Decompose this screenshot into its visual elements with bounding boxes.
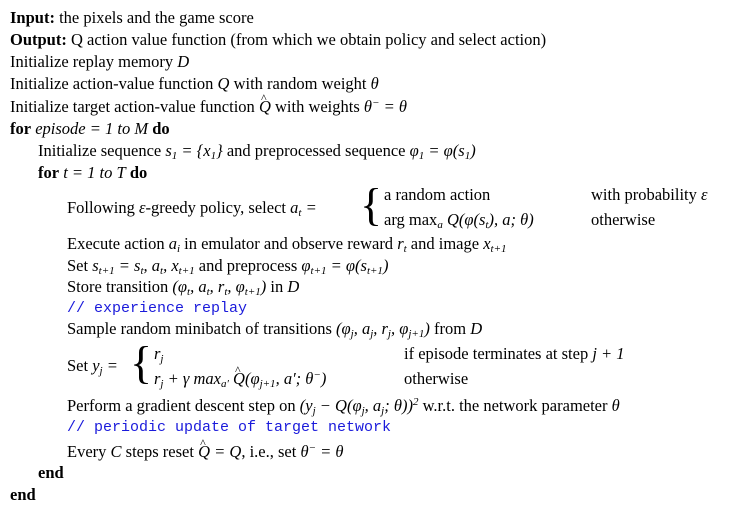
epsilon: ε	[134, 198, 146, 217]
output-line	[10, 30, 546, 50]
st1-eq: $s_{t+1} = s_t$, $a_t$, $x_{t+1}$	[92, 256, 195, 277]
sample-from: from	[433, 319, 467, 338]
execute-line	[67, 234, 507, 254]
policy-brace: {	[360, 179, 383, 230]
end-outer: end	[10, 485, 36, 504]
input-keyword: Input:	[10, 8, 55, 27]
execute-text: Execute action	[67, 234, 165, 253]
policy-case-2-cond	[591, 210, 655, 230]
comment-target-update: // periodic update of target network	[67, 419, 392, 436]
ai-var: $a_i$	[168, 234, 181, 255]
yj-case-1	[154, 344, 163, 364]
gradient-theta: θ	[611, 396, 620, 415]
init-seq-line	[38, 141, 476, 161]
q-var: Q	[217, 74, 230, 93]
policy-case-1	[384, 185, 490, 205]
transition-tuple: ($\varphi_t$, $a_t$, $r_t$, $\varphi_{t+1}$)	[172, 277, 267, 298]
policy-case-1-cond	[591, 185, 708, 205]
policy-case-2: arg $\max_a Q(\varphi(s_t)$, a; θ)	[384, 210, 534, 231]
case-random-cond: with probability	[591, 185, 697, 204]
set-text: Set	[67, 256, 89, 275]
theta-minus-eq: θ− = θ	[363, 97, 407, 116]
output-keyword: Output:	[10, 30, 67, 49]
set-yj-text: Set	[67, 356, 89, 375]
init-target-text: Initialize target action-value function	[10, 97, 255, 116]
every-mid: steps reset	[125, 442, 194, 461]
gradient-line	[67, 396, 620, 416]
init-replay-line	[10, 52, 189, 72]
case-argmax: arg max	[384, 210, 438, 229]
policy-line	[67, 198, 317, 218]
execute-mid2: and image	[410, 234, 480, 253]
store-in: in	[270, 277, 284, 296]
do-keyword: do	[152, 119, 170, 138]
comment-experience-replay: // experience replay	[67, 300, 248, 317]
input-line	[10, 8, 254, 28]
init-q-rest: with random weight	[233, 74, 367, 93]
sample-tuple: ($\varphi_j$, $a_j$, $r_j$, $\varphi_{j+1}$)	[336, 319, 430, 340]
argmax-expr: $Q(\varphi(s_t)$, a; θ)	[446, 210, 534, 231]
init-replay-text: Initialize replay memory	[10, 52, 174, 71]
theta-var: θ	[370, 74, 379, 93]
case-random: a random action	[384, 185, 491, 204]
phi1-eq: $\varphi_1 = \varphi(s_1)$	[409, 141, 476, 162]
episode-M: M	[134, 119, 149, 138]
set-yj-line	[67, 356, 118, 376]
xt1-var: $x_{t+1}$	[483, 234, 507, 255]
every-text: Every	[67, 442, 107, 461]
gradient-rest: w.r.t. the network parameter	[422, 396, 608, 415]
qhat-var: ^ Q	[259, 97, 271, 117]
yj-case1-cond: if episode terminates at step	[404, 344, 589, 363]
yj-case-2	[154, 369, 326, 389]
gradient-text: Perform a gradient descent step on	[67, 396, 296, 415]
input-text: the pixels and the game score	[59, 8, 254, 27]
yj-case-1-cond	[404, 344, 625, 364]
init-q-text: Initialize action-value function	[10, 74, 214, 93]
for-episode-line	[10, 119, 170, 139]
j-plus-1: j + 1	[592, 344, 625, 363]
qhat-eq-q: ^ Q = Q	[198, 442, 241, 461]
case-otherwise: otherwise	[591, 210, 656, 229]
rt-var: $r_t$	[397, 234, 407, 255]
theta-minus-eq-2: θ− = θ	[300, 442, 344, 461]
episode-loop: episode = 1 to	[35, 119, 131, 138]
t-loop: t = 1 to	[63, 163, 113, 182]
rj-var: $r_j$	[154, 344, 164, 365]
yj-brace: {	[130, 337, 153, 388]
sample-D: D	[470, 319, 483, 338]
c-var: C	[110, 442, 122, 461]
epsilon-2: ε	[701, 185, 708, 204]
init-target-rest: with weights	[274, 97, 360, 116]
sample-line	[67, 319, 482, 339]
s1-eq: $s_1 = \{x_1\}$	[165, 141, 223, 162]
for-keyword-inner: for	[38, 163, 60, 182]
do-keyword-inner: do	[129, 163, 148, 182]
store-text: Store transition	[67, 277, 169, 296]
output-text: Q action value function (from which we obtain policy and select action)	[70, 30, 547, 49]
at-eq: $a_t$ =	[290, 198, 317, 219]
yj-target-expr: $r_j + \gamma$ $\max_{a'}$ ^ $Q(\varphi_{j+1}$, a′; θ−)	[154, 369, 326, 388]
replay-var: D	[177, 52, 190, 71]
for-keyword: for	[10, 119, 32, 138]
execute-mid: in emulator and observe reward	[184, 234, 394, 253]
every-ie: , i.e., set	[241, 442, 297, 461]
loss-expr: ($y_j - Q(\varphi_j$, $a_j$; θ))$^2$	[299, 396, 419, 417]
yj-case2-cond: otherwise	[404, 369, 469, 388]
yj-eq: $y_j$ =	[92, 356, 118, 377]
init-q-line	[10, 74, 379, 94]
end-inner: end	[38, 463, 64, 482]
store-line	[67, 277, 299, 297]
follow-text: Following	[67, 198, 135, 217]
store-D: D	[287, 277, 300, 296]
t-T: T	[116, 163, 126, 182]
every-c-line	[67, 442, 343, 462]
init-target-line	[10, 97, 407, 117]
phit1-eq: $\varphi_{t+1} = \varphi(s_{t+1})$	[301, 256, 389, 277]
init-seq-text: Initialize sequence	[38, 141, 162, 160]
init-seq-mid: and preprocessed sequence	[226, 141, 406, 160]
sample-text: Sample random minibatch of transitions	[67, 319, 332, 338]
for-t-line	[38, 163, 147, 183]
yj-case-2-cond	[404, 369, 468, 389]
set-mid: and preprocess	[198, 256, 298, 275]
set-s-line	[67, 256, 388, 276]
follow-rest: -greedy policy, select	[145, 198, 286, 217]
